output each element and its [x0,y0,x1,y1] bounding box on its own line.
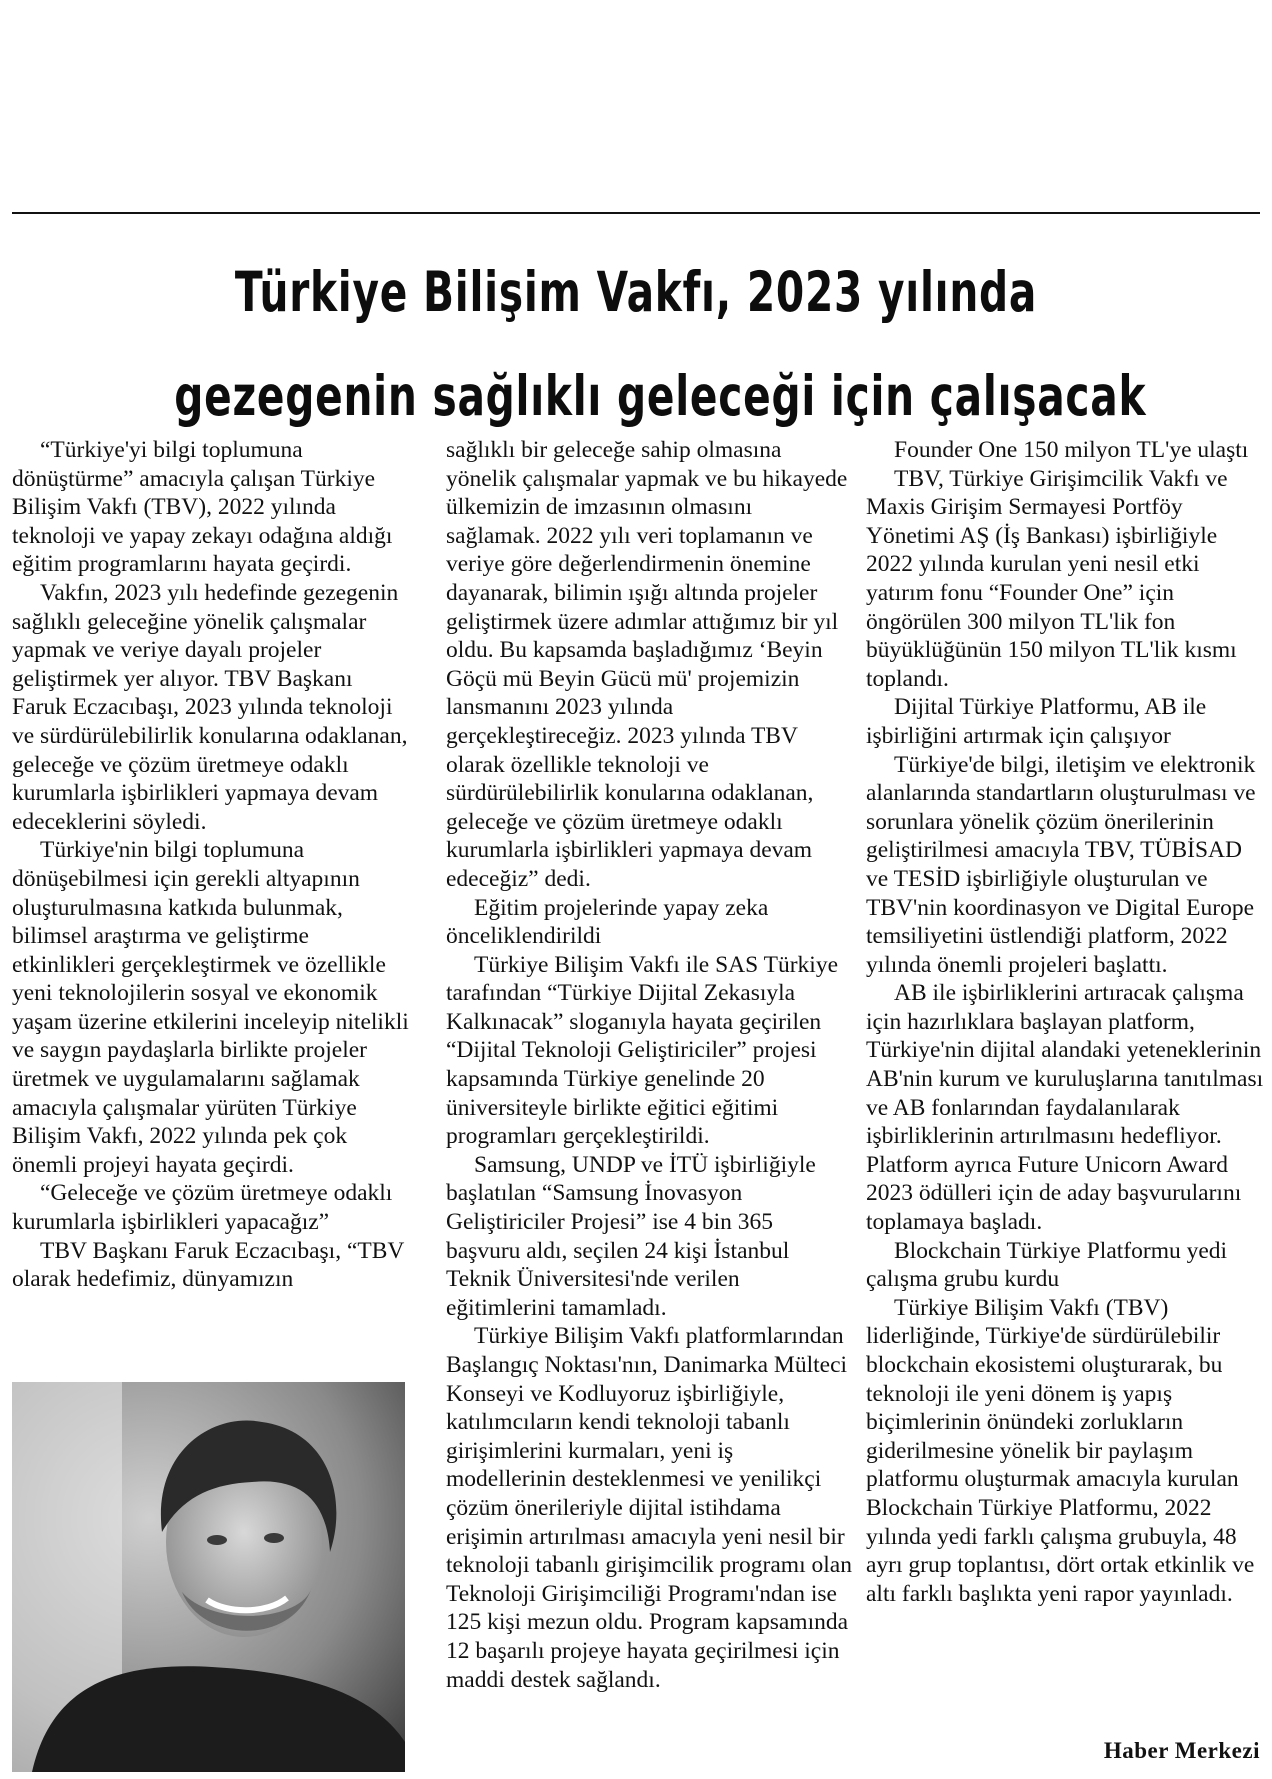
headline-line-1: Türkiye Bilişim Vakfı, 2023 yılında [234,260,1038,324]
paragraph: AB ile işbirliklerini artıracak çalışma için hazırlıklara başlayan platform, Türkiye'nin dijital alandaki yeteneklerinin AB'nin kurum ve kuruluşlarına tanıtılması ve AB fonlarından faydalanılarak işbirliklerinin artırılmasını hedefliyor. [866,980,1264,1150]
subheading: Dijital Türkiye Platformu, AB ile işbirliğini artırmak için çalışıyor [866,694,1207,749]
headline-line-2: gezegenin sağlıklı geleceği için çalışacak [174,364,1147,428]
subheading: Blockchain Türkiye Platformu yedi çalışma grubu kurdu [866,1237,1228,1293]
article-column-2 [446,436,852,1694]
portrait-photo [12,1382,405,1772]
paragraph: sağlıklı bir geleceğe sahip olmasına yönelik çalışmalar yapmak ve bu hikayede ülkemizin de imzasının olmasını sağlamak. 2022 yılı veri toplamanın ve veriye göre değerlendirmenin önemine dayanarak, bilimin ışığı altında projeler geliştirmek üzere adımlar attığımız bir yıl oldu. Bu kapsamda başladığımız ‘Beyin Göçü mü Beyin Gücü mü' projemizin lansmanını 2023 yılında gerçekleştireceğiz. 2023 yılında TBV olarak özellikle teknoloji ve sürdürülebilirlik konularına odaklanan, geleceğe ve çözüm üretmeye odaklı kurumlarla işbirlikleri yapmaya devam edeceğiz” dedi. [446,437,848,892]
article-column-3 [866,436,1266,1608]
paragraph: Türkiye Bilişim Vakfı (TBV) liderliğinde, Türkiye'de sürdürülebilir blockchain ekosistemi oluşturarak, bu teknoloji ile yeni dönem iş yapış biçimlerinin önündeki zorlukların giderilmesine yönelik bir paylaşım platformu oluşturmak amacıyla kurulan Blockchain Türkiye Platformu, 2022 yılında yedi farklı çalışma grubuyla, 48 ayrı grup toplantısı, dört ortak etkinlik ve altı farklı başlıkta yeni rapor yayınladı. [866,1294,1255,1607]
top-rule [12,212,1260,214]
subheading: Founder One 150 milyon TL'ye ulaştı [894,437,1249,463]
paragraph: Türkiye'de bilgi, iletişim ve elektronik alanlarında standartların oluşturulması ve sorunlara yönelik çözüm önerilerinin geliştirilmesi amacıyla TBV, TÜBİSAD ve TESİD işbirliğiyle oluşturulan ve TBV'nin koordinasyon ve Digital Europe temsiliyetini üstlendiği platform, 2022 yılında önemli projeleri başlattı. [866,751,1256,978]
subheading: “Geleceğe ve çözüm üretmeye odaklı kurumlarla işbirlikleri yapacağız” [12,1180,393,1236]
paragraph: TBV Başkanı Faruk Eczacıbaşı, “TBV olarak hedefimiz, dünyamızın [12,1237,404,1293]
paragraph: “Türkiye'yi bilgi toplumuna dönüştürme” amacıyla çalışan Türkiye Bilişim Vakfı (TBV), 2022 yılında teknoloji ve yapay zekayı odağına aldığı eğitim programlarını hayata geçirdi. [12,437,393,578]
paragraph: TBV, Türkiye Girişimcilik Vakfı ve Maxis Girişim Sermayesi Portföy Yönetimi AŞ (İş Bankası) işbirliğiyle 2022 yılında kurulan yeni nesil etki yatırım fonu “Founder One” için öngörülen 300 milyon TL'lik fon büyüklüğünün 150 milyon TL'lik kısmı toplandı. [866,465,1237,692]
article-column-1 [12,436,412,1294]
paragraph: Türkiye'nin bilgi toplumuna dönüşebilmesi için gerekli altyapının oluşturulmasına katkıda bulunmak, bilimsel araştırma ve geliştirme etkinlikleri gerçekleştirmek ve özellikle yeni teknolojilerin sosyal ve ekonomik yaşam üzerine etkilerini inceleyip nitelikli ve saygın paydaşlarla birlikte projeler üretmek ve uygulamalarını sağlamak amacıyla çalışmalar yürüten Türkiye Bilişim Vakfı, 2022 yılında pek çok önemli projeyi hayata geçirdi. [12,837,409,1178]
byline: Haber Merkezi [1103,1738,1260,1763]
paragraph: Platform ayrıca Future Unicorn Award 2023 ödülleri için de aday başvurularını toplamaya başladı. [866,1151,1242,1236]
paragraph: Samsung, UNDP ve İTÜ işbirliğiyle başlatılan “Samsung İnovasyon Geliştiriciler Projesi” ise 4 bin 365 başvuru aldı, seçilen 24 kişi İstanbul Teknik Üniversitesi'nde verilen eğitimlerini tamamladı. [446,1151,816,1321]
paragraph: Türkiye Bilişim Vakfı ile SAS Türkiye tarafından “Türkiye Dijital Zekasıyla Kalkınacak” sloganıyla hayata geçirilen “Dijital Teknoloji Geliştiriciler” projesi kapsamında Türkiye genelinde 20 üniversiteyle birlikte eğitici eğitimi programları gerçekleştirildi. [446,951,839,1150]
headline [174,240,1147,448]
portrait-photo-icon [12,1382,405,1772]
subheading: Eğitim projelerinde yapay zeka önceliklendirildi [446,894,769,950]
paragraph: Türkiye Bilişim Vakfı platformlarından Başlangıç Noktası'nın, Danimarka Mülteci Konseyi ve Kodluyoruz işbirliğiyle, katılımcıların kendi teknoloji tabanlı girişimlerini kurmaları, yeni iş modellerinin desteklenmesi ve yenilikçi çözüm önerileriyle dijital istihdama erişimin artırılması amacıyla yeni nesil bir teknoloji tabanlı girişimcilik programı olan Teknoloji Girişimciliği Programı'ndan ise 125 kişi mezun oldu. Program kapsamında 12 başarılı projeye hayata geçirilmesi için maddi destek sağlandı. [446,1323,852,1693]
paragraph: Vakfın, 2023 yılı hedefinde gezegenin sağlıklı geleceğine yönelik çalışmalar yapmak ve veriye dayalı projeler geliştirmek yer alıyor. TBV Başkanı Faruk Eczacıbaşı, 2023 yılında teknoloji ve sürdürülebilirlik konularına odaklanan, geleceğe ve çözüm üretmeye odaklı kurumlarla işbirlikleri yapmaya devam edeceklerini söyledi. [12,579,408,835]
